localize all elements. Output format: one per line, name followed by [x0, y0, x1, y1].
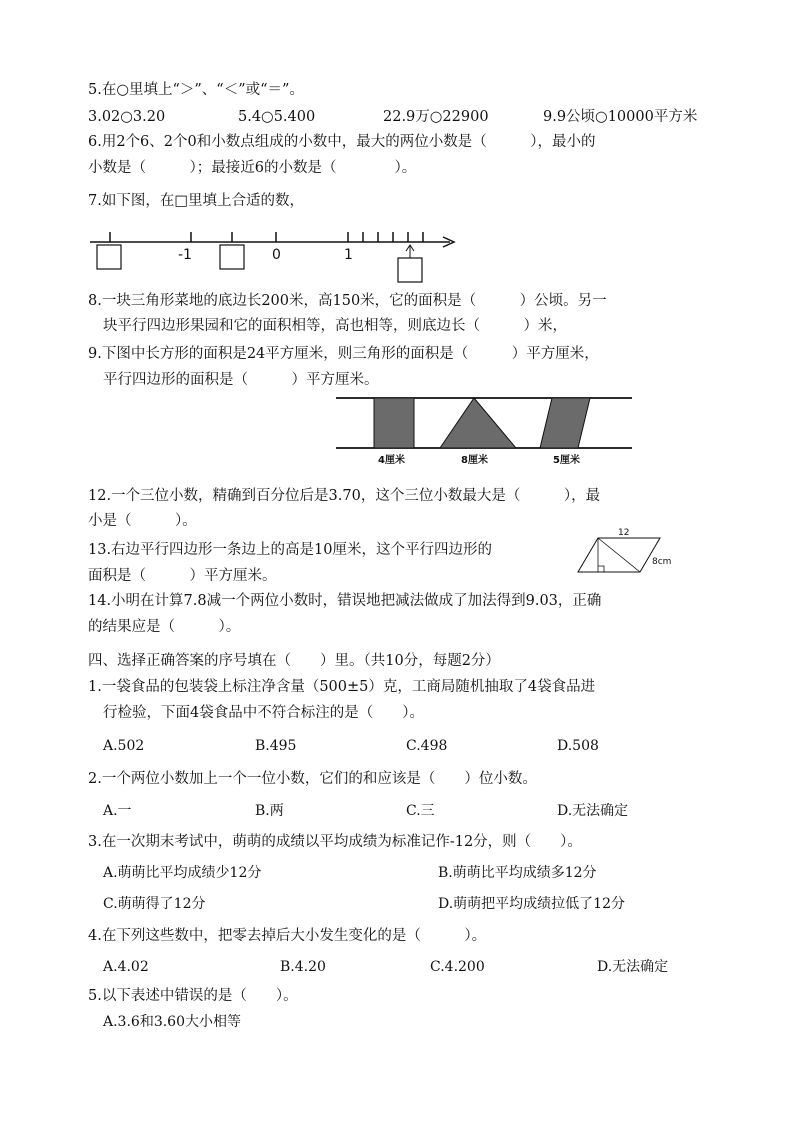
c3-option-c[interactable]: C.萌萌得了12分 [103, 896, 206, 912]
label-one: 1 [344, 247, 353, 263]
c5-stem: 5.以下表述中错误的是（ ）。 [88, 988, 298, 1004]
q6-line-2: 小数是（ ）；最接近6的小数是（ ）。 [88, 160, 417, 176]
c1-line-1: 1.一袋食品的包装袋上标注净含量（500±5）克，工商局随机抽取了4袋食品进 [88, 679, 596, 695]
section-4-title: 四、选择正确答案的序号填在（ ）里。（共10分，每题2分） [88, 653, 500, 669]
c3-option-a[interactable]: A.萌萌比平均成绩少12分 [103, 865, 262, 881]
c1-option-b[interactable]: B.495 [255, 738, 297, 754]
q6-line-1: 6.用2个6、2个0和小数点组成的小数中，最大的两位小数是（ ），最小的 [88, 134, 596, 150]
q7-stem: 7.如下图，在□里填上合适的数， [88, 193, 305, 209]
q12-line-1: 12.一个三位小数，精确到百分位后是3.70，这个三位小数最大是（ ），最 [88, 488, 601, 504]
q12-line-2: 小是（ ）。 [88, 513, 197, 529]
parallelogram-base-label: 5厘米 [553, 455, 580, 466]
c4-option-a[interactable]: A.4.02 [103, 959, 149, 975]
q13-line-2: 面积是（ ）平方厘米。 [88, 568, 277, 584]
q8-line-1: 8.一块三角形菜地的底边长200米，高150米，它的面积是（ ）公顷。另一 [88, 293, 607, 309]
c2-stem: 2.一个两位小数加上一个一位小数，它们的和应该是（ ）位小数。 [88, 771, 537, 787]
triangle-base-label: 8厘米 [461, 455, 488, 466]
rectangle-base-label: 4厘米 [378, 455, 405, 466]
right-angle-mark [598, 566, 604, 572]
q14-line-2: 的结果应是（ ）。 [88, 619, 241, 635]
q5-stem: 5.在○里填上“＞”、“＜”或“＝”。 [88, 82, 304, 98]
slant-side-label: 8cm [652, 557, 672, 567]
c3-option-d[interactable]: D.萌萌把平均成绩拉低了12分 [438, 896, 625, 912]
c4-option-b[interactable]: B.4.20 [280, 959, 326, 975]
c1-line-2: 行检验，下面4袋食品中不符合标注的是（ ）。 [103, 705, 424, 721]
c1-option-a[interactable]: A.502 [103, 738, 145, 754]
top-side-label: 12 [618, 528, 630, 538]
c3-option-b[interactable]: B.萌萌比平均成绩多12分 [438, 865, 597, 881]
c1-option-c[interactable]: C.498 [406, 738, 448, 754]
c3-stem: 3.在一次期末考试中，萌萌的成绩以平均成绩为标准记作-12分，则（ ）。 [88, 834, 582, 850]
c5-option-a[interactable]: A.3.6和3.60大小相等 [103, 1014, 241, 1030]
q9-line-1: 9.下图中长方形的面积是24平方厘米，则三角形的面积是（ ）平方厘米， [88, 346, 599, 362]
q9-line-2: 平行四边形的面积是（ ）平方厘米。 [103, 372, 379, 388]
q5-item-4: 9.9公顷○10000平方米 [543, 109, 698, 125]
q14-line-1: 14.小明在计算7.8减一个两位小数时，错误地把减法做成了加法得到9.03，正确 [88, 593, 602, 609]
q13-line-1: 13.右边平行四边形一条边上的高是10厘米，这个平行四边形的 [88, 542, 493, 558]
label-zero: 0 [272, 247, 281, 263]
c4-option-c[interactable]: C.4.200 [430, 959, 485, 975]
label-minus-one: -1 [178, 247, 192, 263]
c2-option-d[interactable]: D.无法确定 [557, 803, 629, 819]
c2-option-b[interactable]: B.两 [255, 803, 284, 819]
c4-stem: 4.在下列这些数中，把零去掉后大小发生变化的是（ ）。 [88, 928, 487, 944]
q8-line-2: 块平行四边形果园和它的面积相等，高也相等，则底边长（ ）米， [103, 318, 567, 334]
q5-item-3: 22.9万○22900 [383, 109, 489, 125]
c4-option-d[interactable]: D.无法确定 [597, 959, 669, 975]
c2-option-a[interactable]: A.一 [103, 803, 132, 819]
q5-item-1: 3.02○3.20 [88, 109, 166, 125]
c2-option-c[interactable]: C.三 [406, 803, 435, 819]
c1-option-d[interactable]: D.508 [557, 738, 599, 754]
q5-item-2: 5.4○5.400 [238, 109, 316, 125]
